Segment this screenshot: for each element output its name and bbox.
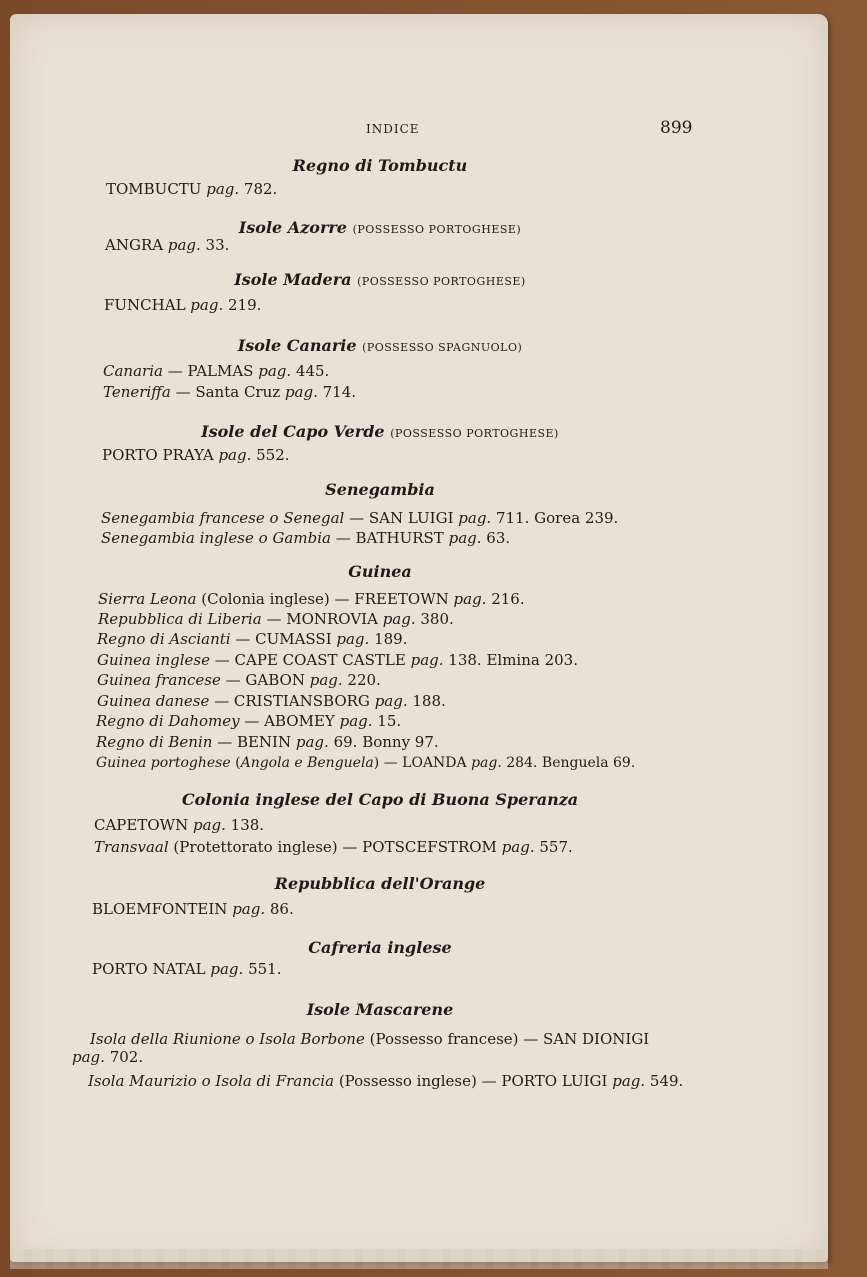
index-entry <box>98 590 525 608</box>
page-abbr: pag. <box>374 692 408 710</box>
index-entry <box>97 651 578 669</box>
region-name: Sierra Leona <box>98 590 197 608</box>
index-entry <box>94 838 573 856</box>
page-abbr: pag. <box>309 671 343 689</box>
page-ref: 189. <box>369 630 408 648</box>
region-name: Regno di Dahomey <box>96 712 240 730</box>
section-title-tombuctu <box>60 156 700 175</box>
section-title-madera <box>60 270 700 289</box>
page-ref: 714. <box>317 383 357 401</box>
page-abbr: pag. <box>210 960 244 978</box>
section-title-guinea <box>60 562 700 581</box>
page-abbr: pag. <box>471 755 502 771</box>
capital-name: — BATHURST <box>330 529 449 547</box>
capital-name: — GABON <box>220 671 310 689</box>
section-title-azorre <box>60 218 700 237</box>
capital-name: — SAN LUIGI <box>344 509 459 527</box>
section-title-capo <box>60 790 700 809</box>
section-title-cafreria <box>60 938 700 957</box>
capital-name: FUNCHAL <box>104 296 191 314</box>
section-title-mascarene <box>60 1000 700 1019</box>
section-title-text: Isole Mascarene <box>306 1000 454 1019</box>
page-ref: 284. Benguela 69. <box>501 755 636 771</box>
page-abbr: pag. <box>167 236 201 254</box>
possession-note: (POSSESSO PORTOGHESE) <box>390 427 559 440</box>
index-entry <box>105 236 229 254</box>
page-ref: 711. Gorea 239. <box>491 509 619 527</box>
index-entry <box>97 671 381 689</box>
section-title-text: Guinea <box>348 562 412 581</box>
section-title-text: Isole Azorre <box>238 218 347 237</box>
capital-name: — LOANDA <box>379 755 472 771</box>
paren-open: ( <box>230 755 241 771</box>
page-ref: 702. <box>104 1048 144 1066</box>
page-ref: 219. <box>223 296 262 314</box>
page-abbr: pag. <box>453 590 487 608</box>
capital-name: BLOEMFONTEIN <box>92 900 233 918</box>
capital-name: — CUMASSI <box>230 630 337 648</box>
page-ref: 557. <box>534 838 573 856</box>
region-name: Guinea danese <box>97 692 210 710</box>
capital-name: (Colonia inglese) — FREETOWN <box>196 590 454 608</box>
region-name: Repubblica di Liberia <box>98 610 262 628</box>
capital-name: — Santa Cruz <box>170 383 285 401</box>
region-name: Transvaal <box>94 838 169 856</box>
page-ref: 445. <box>291 362 330 380</box>
page-ref: 551. <box>243 960 282 978</box>
capital-name: (Possesso inglese) — PORTO LUIGI <box>334 1072 613 1090</box>
region-name: Guinea francese <box>97 671 221 689</box>
index-entry <box>96 712 401 730</box>
page-ref: 380. <box>415 610 454 628</box>
page-abbr: pag. <box>339 712 373 730</box>
index-entry <box>106 180 277 198</box>
page-ref: 549. <box>645 1072 684 1090</box>
index-entry <box>98 610 454 628</box>
index-entry <box>103 362 329 380</box>
index-entry-continued <box>72 1048 143 1066</box>
page-ref: 15. <box>372 712 402 730</box>
page-abbr: pag. <box>218 446 252 464</box>
capital-name: (Protettorato inglese) — POTSCEFSTROM <box>168 838 502 856</box>
capital-name: — CAPE COAST CASTLE <box>210 651 411 669</box>
page-ref: 782. <box>239 180 278 198</box>
page-abbr: pag. <box>382 610 416 628</box>
page-abbr: pag. <box>206 180 240 198</box>
region-name: Senegambia inglese o Gambia <box>101 529 331 547</box>
region-name: Regno di Benin <box>96 733 213 751</box>
region-name: Senegambia francese o Senegal <box>101 509 345 527</box>
section-title-text: Cafreria inglese <box>308 938 452 957</box>
worn-page-edge <box>10 1249 828 1269</box>
page-ref: 216. <box>486 590 525 608</box>
section-title-orange <box>60 874 700 893</box>
page-abbr: pag. <box>192 816 226 834</box>
index-entry <box>92 960 281 978</box>
index-entry <box>96 755 635 771</box>
possession-note: (POSSESSO SPAGNUOLO) <box>362 341 523 354</box>
index-entry <box>97 630 407 648</box>
index-entry <box>97 692 446 710</box>
page-ref: 86. <box>265 900 294 918</box>
possession-note: (POSSESSO PORTOGHESE) <box>357 275 526 288</box>
section-title-text: Repubblica dell'Orange <box>274 874 486 893</box>
index-entry <box>90 1030 649 1048</box>
page-abbr: pag. <box>501 838 535 856</box>
section-title-text: Senegambia <box>325 480 435 499</box>
capital-name: — MONROVIA <box>261 610 383 628</box>
page-abbr: pag. <box>258 362 292 380</box>
page-ref: 138. <box>225 816 265 834</box>
index-entry <box>96 733 439 751</box>
page-abbr: pag. <box>284 383 318 401</box>
region-name: Canaria <box>103 362 163 380</box>
page-number: 899 <box>660 118 693 138</box>
section-title-text: Isole Canarie <box>237 336 357 355</box>
page-ref: 63. <box>481 529 511 547</box>
region-name: Isola della Riunione o Isola Borbone <box>90 1030 365 1048</box>
capital-name: — ABOMEY <box>239 712 340 730</box>
page-abbr: pag. <box>410 651 444 669</box>
index-entry <box>102 446 290 464</box>
index-entry <box>94 816 264 834</box>
capital-name: (Possesso francese) — SAN DIONIGI <box>364 1030 650 1048</box>
region-name: Teneriffa <box>103 383 171 401</box>
region-name: Guinea portoghese <box>96 755 231 771</box>
page-ref: 552. <box>251 446 290 464</box>
index-entry <box>101 529 510 547</box>
page-ref: 220. <box>342 671 381 689</box>
book-page <box>10 14 828 1262</box>
capital-name: — BENIN <box>212 733 296 751</box>
region-name: Guinea inglese <box>97 651 210 669</box>
capital-name: TOMBUCTU <box>106 180 207 198</box>
page-abbr: pag. <box>336 630 370 648</box>
index-entry <box>88 1072 683 1090</box>
capital-name: CAPETOWN <box>94 816 193 834</box>
index-entry <box>101 509 618 527</box>
page-abbr: pag. <box>190 296 224 314</box>
region-name: Regno di Ascianti <box>97 630 231 648</box>
capital-name: — CRISTIANSBORG <box>209 692 375 710</box>
section-title-text: Colonia inglese del Capo di Buona Speranza <box>181 790 579 809</box>
section-title-text: Isole del Capo Verde <box>201 422 385 441</box>
capital-name: PORTO NATAL <box>92 960 211 978</box>
section-title-text: Isole Madera <box>234 270 352 289</box>
index-entry <box>103 383 356 401</box>
page-abbr: pag. <box>458 509 492 527</box>
page-ref: 138. Elmina 203. <box>443 651 578 669</box>
page-abbr: pag. <box>232 900 266 918</box>
paren-close: ) <box>373 755 380 771</box>
possession-note: (POSSESSO PORTOGHESE) <box>352 223 522 236</box>
section-title-canarie <box>60 336 700 355</box>
running-head: INDICE <box>366 122 420 136</box>
page-abbr: pag. <box>72 1048 105 1066</box>
section-title-senegambia <box>60 480 700 499</box>
capital-name: PORTO PRAYA <box>102 446 219 464</box>
capital-name: — PALMAS <box>162 362 259 380</box>
page-header <box>10 118 828 152</box>
page-ref: 188. <box>407 692 446 710</box>
index-entry <box>92 900 294 918</box>
section-title-text: Regno di Tombuctu <box>292 156 468 175</box>
region-name: Angola e Benguela <box>240 755 374 771</box>
page-abbr: pag. <box>448 529 482 547</box>
section-title-capo-verde <box>60 422 700 441</box>
index-entry <box>104 296 261 314</box>
page-abbr: pag. <box>295 733 329 751</box>
page-abbr: pag. <box>612 1072 646 1090</box>
region-name: Isola Maurizio o Isola di Francia <box>88 1072 335 1090</box>
capital-name: ANGRA <box>105 236 168 254</box>
page-ref: 69. Bonny 97. <box>328 733 439 751</box>
page-ref: 33. <box>200 236 230 254</box>
